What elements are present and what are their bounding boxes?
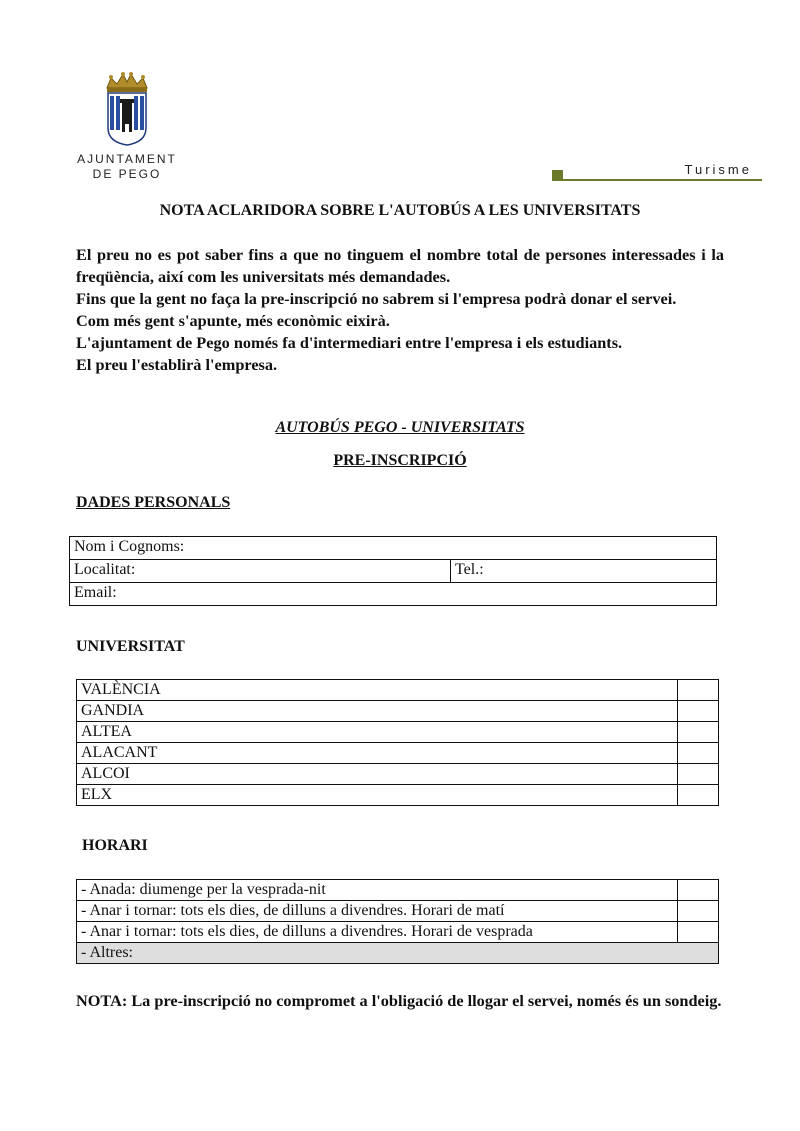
university-option: ELX (77, 785, 678, 806)
department-rule (563, 179, 762, 181)
table-row (77, 880, 719, 901)
university-heading: UNIVERSITAT (76, 638, 185, 655)
phone-field[interactable] (451, 560, 717, 583)
intro-paragraph: Fins que la gent no faça la pre-inscripció no sabrem si l'empresa podrà donar el servei. (76, 289, 677, 308)
university-checkbox[interactable] (678, 785, 719, 806)
table-row (77, 722, 719, 743)
university-option: ALACANT (77, 743, 678, 764)
table-row (77, 785, 719, 806)
university-option: VALÈNCIA (77, 680, 678, 701)
department-label: Turisme (684, 162, 752, 177)
organization-name (72, 152, 182, 182)
personal-data-heading: DADES PERSONALS (76, 494, 231, 511)
organization-line1: AJUNTAMENT (77, 152, 177, 166)
name-field[interactable] (70, 537, 717, 560)
municipal-logo (72, 72, 182, 182)
schedule-checkbox[interactable] (678, 880, 719, 901)
schedule-other-field[interactable] (77, 943, 719, 964)
locality-label: Localitat: (74, 561, 136, 578)
university-checkbox[interactable] (678, 743, 719, 764)
schedule-option: - Anar i tornar: tots els dies, de dilluns a divendres. Horari de matí (77, 901, 678, 922)
university-table (76, 679, 719, 806)
page-title: NOTA ACLARIDORA SOBRE L'AUTOBÚS A LES UNIVERSITATS (159, 202, 641, 219)
university-checkbox[interactable] (678, 722, 719, 743)
intro-paragraph: Com més gent s'apunte, més econòmic eixirà. (76, 311, 390, 330)
schedule-option: - Anada: diumenge per la vesprada-nit (77, 880, 678, 901)
university-checkbox[interactable] (678, 701, 719, 722)
schedule-checkbox[interactable] (678, 901, 719, 922)
footer-note: NOTA: La pre-inscripció no compromet a l'obligació de llogar el servei, només és un sondeig. (76, 991, 722, 1010)
table-row (77, 680, 719, 701)
schedule-table (76, 879, 719, 964)
table-row (77, 901, 719, 922)
department-square (552, 170, 563, 181)
email-field[interactable] (70, 583, 717, 606)
university-option: ALTEA (77, 722, 678, 743)
schedule-heading: HORARI (82, 837, 148, 854)
university-option: ALCOI (77, 764, 678, 785)
university-option: GANDIA (77, 701, 678, 722)
table-row (77, 922, 719, 943)
phone-label: Tel.: (455, 561, 484, 578)
email-label: Email: (74, 584, 117, 601)
personal-data-table (69, 536, 717, 606)
form-subtitle: PRE-INSCRIPCIÓ (333, 452, 467, 469)
intro-paragraph: El preu no es pot saber fins a que no tinguem el nombre total de persones interessades i la freqüència, així com les universitats més demandades. (76, 245, 724, 286)
schedule-other-label: - Altres: (81, 944, 133, 961)
intro-text (76, 244, 724, 376)
form-title: AUTOBÚS PEGO - UNIVERSITATS (275, 419, 525, 436)
intro-paragraph: El preu l'establirà l'empresa. (76, 355, 278, 374)
table-row (77, 743, 719, 764)
schedule-checkbox[interactable] (678, 922, 719, 943)
schedule-option: - Anar i tornar: tots els dies, de dilluns a divendres. Horari de vesprada (77, 922, 678, 943)
table-row (77, 764, 719, 785)
university-checkbox[interactable] (678, 680, 719, 701)
table-row (77, 943, 719, 964)
locality-field[interactable] (70, 560, 451, 583)
name-label: Nom i Cognoms: (74, 538, 185, 555)
organization-line2: DE PEGO (92, 167, 162, 181)
intro-paragraph: L'ajuntament de Pego només fa d'intermediari entre l'empresa i els estudiants. (76, 333, 623, 352)
university-checkbox[interactable] (678, 764, 719, 785)
department-header (552, 163, 762, 181)
coat-of-arms-icon (101, 72, 153, 146)
table-row (77, 701, 719, 722)
